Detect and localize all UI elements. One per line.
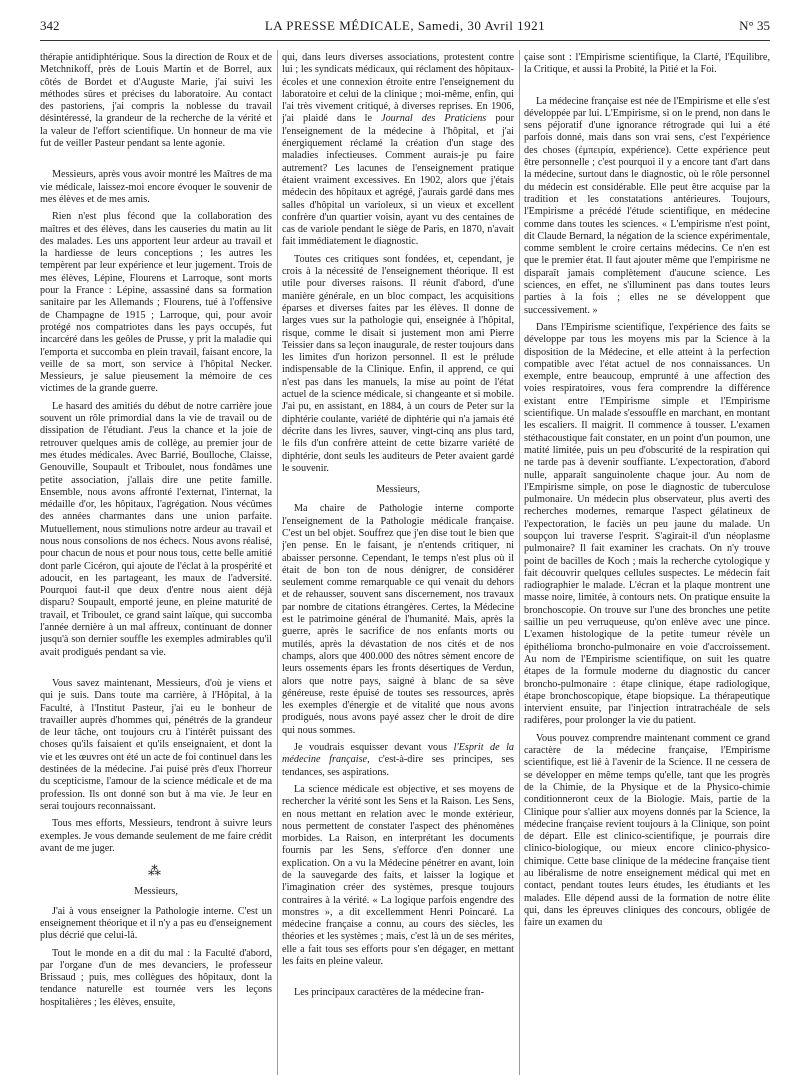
paragraph: Vous savez maintenant, Messieurs, d'où je viens et qui je suis. Dans toute ma carrière, à l'Hôpital, à la Faculté, à l'Institut Pasteur, j'ai eu le bonheur de travailler auprès d'hommes qui, pénétrés de la grandeur de leur tâche, ont toujours cru à l'intérêt puissant des choses qu'ils faisaient et qu'ils enseignaient, et dont la vie et les œuvres ont été un acte de foi continuel dans les destinées de la médecine. J'ai puisé près d'eux l'horreur du scepticisme, l'amour de la science médicale et de ma profession. Ils ont donné son but à ma vie. Je leur en serai toujours reconnaissant. — [40, 677, 272, 812]
paragraph: Messieurs, après vous avoir montré les Maîtres de ma vie médicale, laissez-moi encore évoquer le souvenir de mes élèves et de mes amis. — [40, 169, 272, 205]
paragraph: thérapie antidiphtérique. Sous la direction de Roux et de Metchnikoff, près de Louis Martin et de Borrel, aux côtés de Bordet et d'Auguste Marie, j'ai suivi les méthodes sûres et précises du laboratoire. Au contact des pastoriens, j'ai compris la noblesse du travail désintéressé, la grandeur de la recherche de la vérité et la valeur de l'effort scientifique. Un honneur de ma vie fut de veiller Pasteur pendant sa lente agonie. — [40, 52, 272, 150]
page-number: 342 — [40, 18, 60, 33]
paragraph: Vous pouvez comprendre maintenant comment ce grand caractère de la médecine française, l'Empirisme scientifique, est lié à l'avenir de la Science. Il ne cessera de se développer en même temps qu'elle, tant que les progrès de la Chimie, de la Physique et de la Physico-chimie conditionneront ceux de la Biologie. Mais, partie de la Clinique pour s'allier aux moyens donnés par la Science, la médecine française revient toujours à la Clinique, son point de départ. Elle est clinico-scientifique, je pourrais dire clinico-biologique, ou mieux encore clinico-physico-chimique. Cette base clinique de la médecine française tient au libéralisme de notre enseignement médical qui met en contact, pendant toutes leurs études, les étudiants et les malades. Elle dépend aussi de la formation de notre élite qui, dans les épreuves cliniques des concours, obligée de faire un examen du — [524, 732, 770, 929]
paragraph: Toutes ces critiques sont fondées, et, cependant, je crois à la nécessité de l'enseignement théorique. Il est utile pour diverses raisons. Il réunit d'abord, d'une manière générale, en un bloc compact, les acquisitions éparses et diverses faites par les élèves. Il donne de larges vues sur la pathologie qui, enseignée à l'hôpital, risque, comme le disait si justement mon ami Pierre Teissier dans sa leçon inaugurale, de rester toujours dans les limites d'un horizon personnel. Il est le prélude indispensable de la Clinique. Enfin, il apprend, ce qui n'est pas dans les manuels, la mise au point de l'état actuel de la science médicale, si changeante et si mobile. J'ai pu, en assistant, en 1884, à un cours de Peter sur la diphtérie coulante, variété de diphtérie qui n'a jamais été décrite dans les livres, sauver, vingt-cinq ans plus tard, le fils d'un confrère atteint de cette bizarre variété de diphtérie, dont seuls les auditeurs de Peter avaient gardé le souvenir. — [282, 253, 514, 474]
salutation: Messieurs, — [376, 484, 420, 496]
column-divider — [519, 50, 520, 1075]
header-rule — [40, 40, 770, 41]
paragraph: Le hasard des amitiés du début de notre carrière joue souvent un rôle primordial dans la vie de travail ou de dissipation de l'étudiant. J'eus la chance et la joie de retrouver quelques amis de collège, au premier jour de mes études médicales. Avec Barrié, Boulloche, Claisse, Genouville, Soupault et Triboulet, nous fondâmes une petite association, j'allais dire une petite famille. Ensemble, nous avons affronté l'externat, l'internat, la médaille d'or, les hôpitaux, l'agrégation. Nous vécûmes des années charmantes dans une union parfaite. Mutuellement, nous stimulions notre ardeur au travail et nous nous consolions de nos échecs. Nous avons réalisé, pour chacun de nous et pour nous tous, cette belle amitié dont parle Cicéron, qui ajoute de l'éclat à la prospérité et adoucit, en les partageant, les maux de l'adversité. Pourquoi faut-il que deux d'entre nous aient déjà disparu? Soupault, emporté jeune, en pleine maturité de travail, et Triboulet, ce grand saint laïque, qui succomba l'année dernière à un mal affreux, continuant de donner jusqu'à son dernier souffle les exemples admirables qu'il avait prodigués pendant sa vie. — [40, 400, 272, 658]
asterism-separator: ⁂ — [148, 863, 164, 879]
column-divider — [277, 50, 278, 1075]
paragraph: Dans l'Empirisme scientifique, l'expérience des faits se développe par tous les moyens mis par la Science à la disposition de la Médecine, et elle atteint à la perfection compatible avec l'état actuel de nos connaissances. Un exemple, entre beaucoup, emprunté à une affection des voies respiratoires, vous fera comprendre la différence existant entre l'Empirisme simple et l'Empirisme scientifique. Un malade s'essouffle en marchant, en montant les escaliers. Il maigrit. Il commence à tousser. L'examen stéthacoustique fait constater, en un point d'un poumon, une matité limitée, puis un peu d'obscurité de la respiration qui ne tarde pas à devenir souffiante. L'expectoration, d'abord nulle, apparaît sanguinolente chaque jour. Au nom de l'Empirisme simple, on pose le diagnostic de tuberculose pulmonaire. Un médecin plus observateur, plus averti des recherches modernes, remarque l'aspect gélatineux de l'expectoration, le faciès un peu jaune du malade. Un soupçon lui traverse l'esprit. S'agirait-il d'un néoplasme pulmonaire? Il fait examiner les crachats. On n'y trouve point de bacilles de Koch ; mais la recherche cytologique y fait découvrir quelques cellules suspectes. Le médecin fait radiographier le malade. L'écran et la plaque montrent une masse noire, limitée, à contours nets. On pratique ensuite la bronchoscopie. On trouve sur l'une des bronches une petite saillie un peu verruqueuse, qu'on enlève avec une pince. L'examen histologique de la petite tumeur révèle un épithélioma broncho-pulmonaire en voie d'accroissement. Au nom de l'Empirisme scientifique, on suit les quatre étapes de la formule moderne du diagnostic du cancer broncho-pulmonaire : étape clinique, étape radiologique, étape bronchoscopique, étape biopsique. La thérapeutique intervient ensuite, par l'injection intratrachéale de sels radifères, pour prolonger la vie du patient. — [524, 321, 770, 727]
paragraph: qui, dans leurs diverses associations, protestent contre lui ; les syndicats médicaux, qui réclament des hôpitaux-écoles et une connexion étroite entre l'enseignement du laboratoire et celui de la clinique ; moi-même, enfin, qui l'ai très vivement critiqué, à diverses reprises. En 1906, j'ai plaidé dans le Journal des Praticiens pour l'enseignement de la médecine à l'hôpital, et j'ai énergiquement réclamé la création d'un stage des maladies infectieuses. Comment aurais-je pu faire autrement? Les lacunes de l'enseignement pratique étaient vraiment excessives. En 1902, alors que j'étais médecin des hôpitaux et agrégé, j'aurais gardé dans mes salles d'hôpital un varioleux, si un vieux et excellent confrère d'un quartier voisin, ayant vu des centaines de cas de variole pendant le siège de Paris, en 1870, n'avait fait immédiatement le diagnostic. — [282, 52, 514, 248]
paragraph: Tout le monde en a dit du mal : la Faculté d'abord, par l'organe d'un de mes devanciers, le professeur Brissaud ; puis, mes collègues des hôpitaux, dont la tendance naturelle est tournée vers les leçons hospitalières ; les élèves, ensuite, — [40, 947, 272, 1008]
salutation: Messieurs, — [134, 886, 178, 898]
text-column-1 — [40, 52, 272, 1072]
paragraph: Ma chaire de Pathologie interne comporte l'enseignement de la Pathologie médicale française. C'est un bel objet. Souffrez que j'en dise tout le bien que j'en pense. En le faisant, je n'entends critiquer, ni abaisser personne. Cependant, le temps n'est plus où il était de bon ton de nous dénigrer, de considérer seulement comme remarquable ce qui venait du dehors et de rehausser, souvent sans discernement, nos travaux par nombre de citations étrangères. Certes, la Médecine est le patrimoine général de l'humanité. Mais, après la guerre, après le sacrifice de nos enfants morts ou mutilés, après la dévastation de nos cités et de nos champs, alors que 400.000 des nôtres sèment encore de leurs ossements épars les fronts désertiques de Verdun, alors que notre pays, saigné à blanc de sa sève généreuse, reste épuisé de toutes ses ressources, après les exemples d'énergie et de vitalité que nous avons prodigués, nous avons payé assez cher le droit de dire qui nous sommes. — [282, 503, 514, 736]
paragraph: Les principaux caractères de la médecine fran- — [294, 987, 485, 999]
text-column-2 — [282, 52, 514, 1072]
emphasis-title: l'Esprit de la médecine française — [282, 742, 514, 766]
issue-number: N° 35 — [739, 18, 770, 33]
paragraph: Tous mes efforts, Messieurs, tendront à suivre leurs exemples. Je vous demande seulement de me faire crédit avant de me juger. — [40, 818, 272, 854]
paragraph: J'ai à vous enseigner la Pathologie interne. C'est un enseignement théorique et il n'y a pas eu d'enseignement plus décrié que celui-là. — [40, 905, 272, 942]
journal-title: LA PRESSE MÉDICALE, Samedi, 30 Avril 1921 — [264, 18, 546, 33]
journal-name: Journal des Praticiens — [381, 113, 487, 125]
paragraph: Je voudrais esquisser devant vous l'Esprit de la médecine française, c'est-à-dire ses principes, ses tendances, ses aspirations. — [282, 742, 514, 778]
text-column-3 — [524, 52, 770, 1072]
paragraph: La science médicale est objective, et ses moyens de rechercher la vérité sont les Sens et la Raison. Les Sens, en nous mettant en relation avec le monde extérieur, nous permettent de constater l'aspect des phénomènes morbides. La Raison, en interprétant les documents fournis par les Sens, s'efforce d'en donner une explication. On a vu la Médecine pénétrer en avant, loin de la sauvegarde des faits, et laisser la logique et l'imagination créer des systèmes, presque toujours contraires à la vérité. « La logique parfois engendre des monstres », a dit excellemment Henri Poincaré. La médecine française a connu, au cours des siècles, les théories et les systèmes ; mais, c'est là un de ses mérites, elle a fait tous ses efforts pour s'en dégager, en mettant les faits en pleine valeur. — [282, 783, 514, 968]
paragraph: La médecine française est née de l'Empirisme et elle s'est développée par lui. L'Empirisme, si on le prend, non dans le sens péjoratif d'une ignorance rétrograde qui lui a été parfois donné, mais dans son vrai sens, c'est l'expérience des choses (ἐμπειρία, expérience). Cette expérience peut être personnelle ; c'est pourquoi il y a encore tant d'art dans la médecine, surtout dans le diagnostic, où le rôle personnel du médecin est considérable. Elle peut être acquise par la tradition et les constatations antérieures. Toujours, l'Empirisme a précédé l'étude scientifique, en médecine comme dans toutes les sciences. « L'empirisme n'est point, dit Claude Bernard, la négation de la science expérimentale, comme semblent le croire certains médecins. Ce n'en est que le premier état. Il faut ajouter même que l'empirisme ne disparaît jamais complètement d'aucune science. Les sciences, en effet, ne s'illuminent pas dans toutes leurs parties à la fois ; elles ne se développent que successivement. » — [524, 95, 770, 316]
paragraph: çaise sont : l'Empirisme scientifique, la Clarté, l'Équilibre, la Critique, et aussi la Probité, la Pitié et la Foi. — [524, 52, 770, 76]
paragraph: Rien n'est plus fécond que la collaboration des maîtres et des élèves, dans les causeries du matin au lit des malades. Les uns apportent leur ardeur au travail et la hardiesse de leurs conceptions ; les autres les tempèrent par leur expérience et leur jugement. Trois de mes élèves, Lépine, Flourens et Larroque, sont morts pour la France : Lépine, assassiné dans sa formation sanitaire par les Allemands ; Flourens, tué à l'offensive de Champagne de 1915 ; Larroque, qui, pour avoir protégé nos compatriotes dans les pays occupés, fut incarcéré dans les geôles de Prusse, y prit la maladie qui l'emporta et succomba en plein travail, faisant encore, la veille de sa mort, son service à l'hôpital Necker. Messieurs, je salue pieusement la mémoire de ces victimes de la grande guerre. — [40, 211, 272, 395]
page-header — [40, 18, 770, 40]
